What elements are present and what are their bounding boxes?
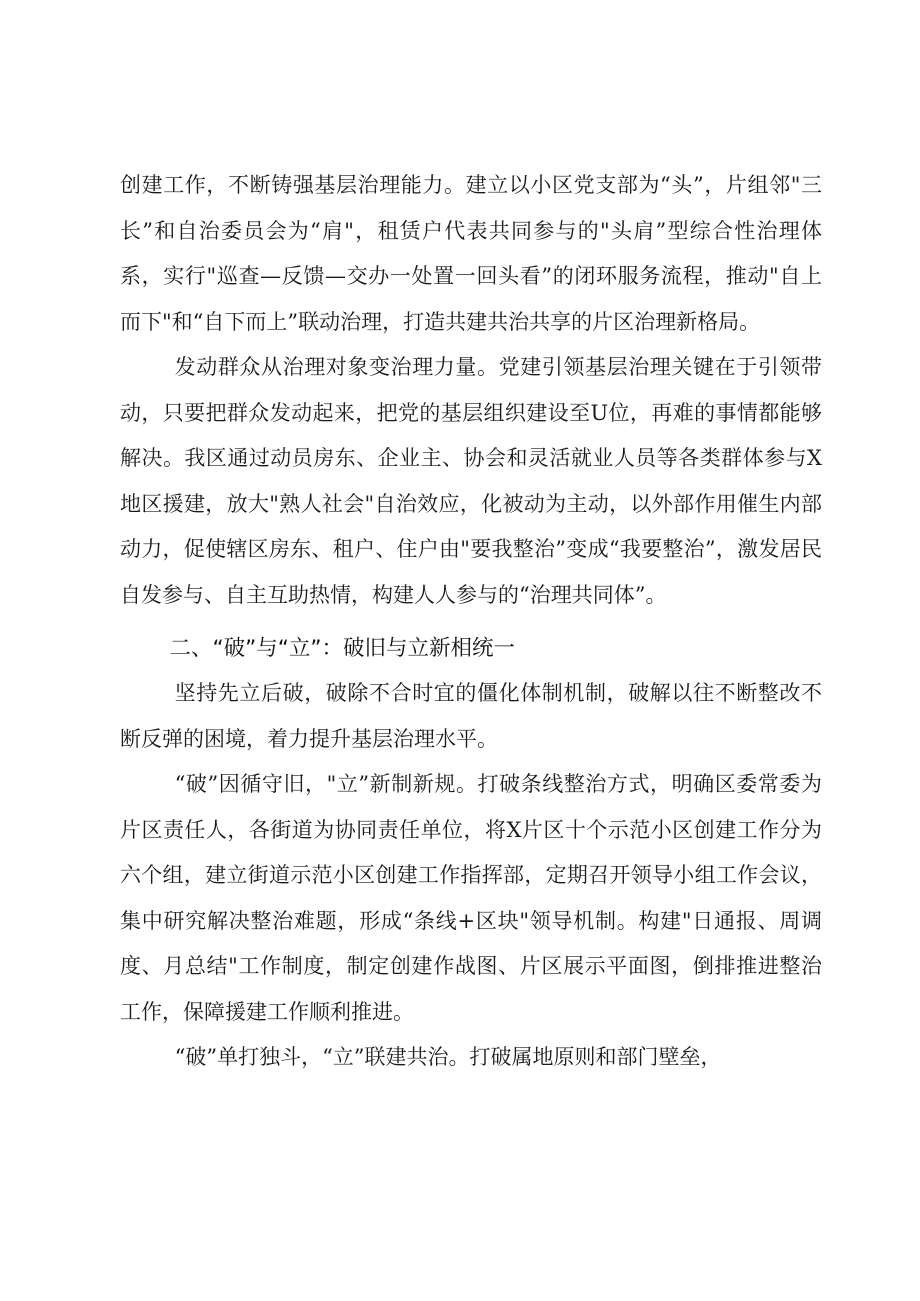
paragraph-continued: 创建工作，不断铸强基层治理能力。建立以小区党支部为“头”，片组邻"三长”和自治委员会为“肩"，租赁户代表共同参与的"头肩”型综合性治理体系，实行"巡查—反馈—交办一处置一回头看”的闭环服务流程，推动"自上而下"和“自下而上”联动治理，打造共建共治共享的片区治理新格局。 — [120, 173, 822, 334]
section-heading: 二、“破”与“立”：破旧与立新相统一 — [169, 636, 515, 661]
paragraph-mobilize-masses: 发动群众从治理对象变治理力量。党建引领基层治理关键在于引领带动，只要把群众发动起来，把党的基层组织建设至U位，再难的事情都能够解决。我区通过动员房东、企业主、协会和灵活就业人员等各类群体参与X地区援建，放大"熟人社会"自治效应，化被动为主动，以外部作用催生内部动力，促使辖区房东、租户、住户由"要我整治”变成“我要整治”，激发居民自发参与、自主互助热情，构建人人参与的“治理共同体”。 — [120, 355, 822, 607]
paragraph-break-old-rules: “破”因循守旧，"立”新制新规。打破条线整治方式，明确区委常委为片区责任人，各街道为协同责任单位，将X片区十个示范小区创建工作分为六个组，建立街道示范小区创建工作指挥部，定期召开领导小组工作会议，集中研究解决整治难题，形成“条线+区块"领导机制。构建"日通报、周调度、月总结"工作制度，制定创建作战图、片区展示平面图，倒排推进整治工作，保障援建工作顺利推进。 — [120, 772, 822, 1024]
paragraph-break-solo-work: “破”单打独斗，“立”联建共治。打破属地原则和部门壁垒， — [174, 1045, 722, 1069]
paragraph-intro: 坚持先立后破，破除不合时宜的僵化体制机制，破解以往不断整改不断反弹的困境，着力提升基层治理水平。 — [120, 681, 822, 751]
document-body — [120, 163, 822, 1081]
